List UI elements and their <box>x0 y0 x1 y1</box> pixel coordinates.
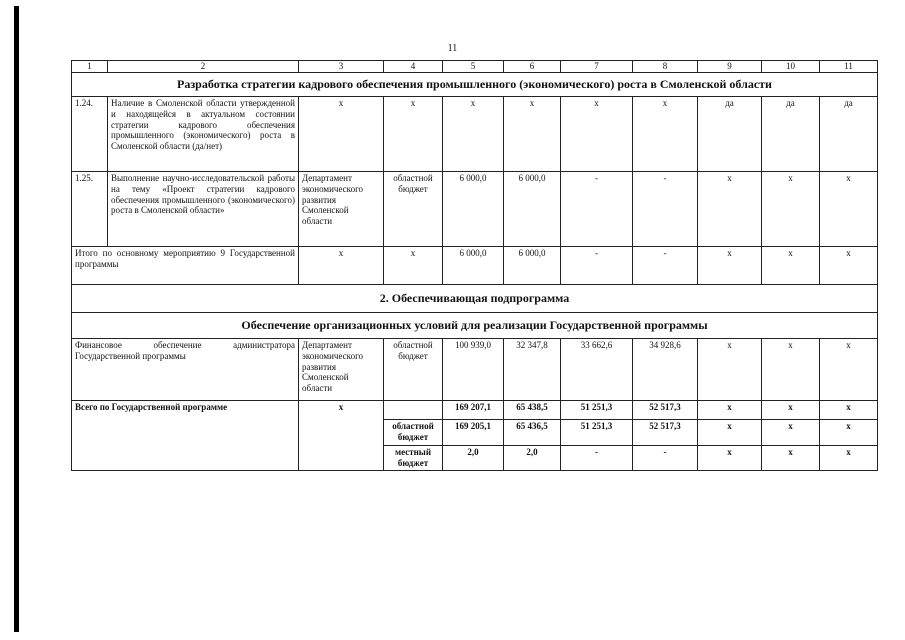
cell-c3: Департамент экономического развития Смоленской области <box>299 172 384 247</box>
cell-c8: 52 517,3 <box>633 401 698 420</box>
section-row-subprogram <box>72 285 878 313</box>
cell-c8: 52 517,3 <box>633 420 698 446</box>
col-header-2: 2 <box>108 61 299 73</box>
table-row-total-9 <box>72 247 878 285</box>
section-title-subprogram: 2. Обеспечивающая подпрограмма <box>72 285 878 313</box>
column-number-row <box>72 61 878 73</box>
cell-c9: x <box>698 401 762 420</box>
cell-c3: x <box>299 247 384 285</box>
section-title-strategy: Разработка стратегии кадрового обеспечения промышленного (экономического) роста в Смоленской области <box>72 73 878 97</box>
cell-c6: 6 000,0 <box>504 172 561 247</box>
cell-c9: x <box>698 172 762 247</box>
page-number: 11 <box>447 43 458 54</box>
cell-c8: - <box>633 446 698 471</box>
col-header-3: 3 <box>299 61 384 73</box>
cell-c7: - <box>561 172 633 247</box>
row-description: Наличие в Смоленской области утвержденной и находящейся в актуальном состоянии стратегии кадрового обеспечения промышленного (экономического) роста в Смоленской области (да/нет) <box>108 97 299 172</box>
row-description <box>72 401 299 471</box>
col-header-5: 5 <box>443 61 504 73</box>
cell-c10: x <box>762 420 820 446</box>
cell-c6: 32 347,8 <box>504 339 561 401</box>
cell-c4: областной бюджет <box>384 172 443 247</box>
col-header-6: 6 <box>504 61 561 73</box>
section-title-support: Обеспечение организационных условий для реализации Государственной программы <box>72 313 878 339</box>
cell-c9: x <box>698 420 762 446</box>
cell-c5: 2,0 <box>443 446 504 471</box>
row-number: 1.24. <box>72 97 108 172</box>
cell-c4 <box>384 401 443 420</box>
row-number: 1.25. <box>72 172 108 247</box>
cell-c11: x <box>820 247 878 285</box>
cell-c9: да <box>698 97 762 172</box>
cell-c7: - <box>561 247 633 285</box>
col-header-4: 4 <box>384 61 443 73</box>
col-header-11: 11 <box>820 61 878 73</box>
cell-c5: 169 207,1 <box>443 401 504 420</box>
table-row-1-25 <box>72 172 878 247</box>
col-header-9: 9 <box>698 61 762 73</box>
cell-c10: да <box>762 97 820 172</box>
cell-c11: x <box>820 172 878 247</box>
cell-c4: областной бюджет <box>384 339 443 401</box>
cell-c7: - <box>561 446 633 471</box>
cell-c10: x <box>762 247 820 285</box>
cell-c4: местный бюджет <box>384 446 443 471</box>
cell-c11: x <box>820 401 878 420</box>
cell-c6: x <box>504 97 561 172</box>
section-row-support <box>72 313 878 339</box>
cell-c9: x <box>698 247 762 285</box>
col-header-7: 7 <box>561 61 633 73</box>
cell-c7: x <box>561 97 633 172</box>
cell-c3: x <box>299 401 384 471</box>
cell-c10: x <box>762 172 820 247</box>
cell-c8: - <box>633 172 698 247</box>
cell-c11: да <box>820 97 878 172</box>
row-description: Итого по основному мероприятию 9 Государственной программы <box>72 247 299 285</box>
col-header-1: 1 <box>72 61 108 73</box>
cell-c6: 65 436,5 <box>504 420 561 446</box>
cell-c4: x <box>384 247 443 285</box>
cell-c8: x <box>633 97 698 172</box>
col-header-10: 10 <box>762 61 820 73</box>
cell-c6: 6 000,0 <box>504 247 561 285</box>
table-row-finance <box>72 339 878 401</box>
cell-c4: областной бюджет <box>384 420 443 446</box>
cell-c11: x <box>820 446 878 471</box>
table-row-1-24 <box>72 97 878 172</box>
cell-c7: 51 251,3 <box>561 401 633 420</box>
cell-c6: 2,0 <box>504 446 561 471</box>
budget-table <box>71 60 878 471</box>
col-header-8: 8 <box>633 61 698 73</box>
grand-total-label: Всего по Государственной программе <box>75 402 228 412</box>
cell-c7: 51 251,3 <box>561 420 633 446</box>
cell-c5: 100 939,0 <box>443 339 504 401</box>
cell-c10: x <box>762 339 820 401</box>
cell-c10: x <box>762 401 820 420</box>
scan-edge-bar <box>14 6 19 632</box>
row-description: Финансовое обеспечение администратора Государственной программы <box>72 339 299 401</box>
cell-c8: 34 928,6 <box>633 339 698 401</box>
row-description: Выполнение научно-исследовательской работы на тему «Проект стратегии кадрового обеспечения промышленного (экономического) роста в Смоленской области» <box>108 172 299 247</box>
cell-c10: x <box>762 446 820 471</box>
cell-c5: x <box>443 97 504 172</box>
cell-c7: 33 662,6 <box>561 339 633 401</box>
cell-c8: - <box>633 247 698 285</box>
table-row-grand-total <box>72 401 878 420</box>
cell-c5: 169 205,1 <box>443 420 504 446</box>
section-row-strategy <box>72 73 878 97</box>
cell-c6: 65 438,5 <box>504 401 561 420</box>
cell-c4: x <box>384 97 443 172</box>
cell-c9: x <box>698 446 762 471</box>
cell-c9: x <box>698 339 762 401</box>
cell-c5: 6 000,0 <box>443 172 504 247</box>
cell-c11: x <box>820 420 878 446</box>
cell-c11: x <box>820 339 878 401</box>
cell-c5: 6 000,0 <box>443 247 504 285</box>
cell-c3: Департамент экономического развития Смоленской области <box>299 339 384 401</box>
cell-c3: x <box>299 97 384 172</box>
